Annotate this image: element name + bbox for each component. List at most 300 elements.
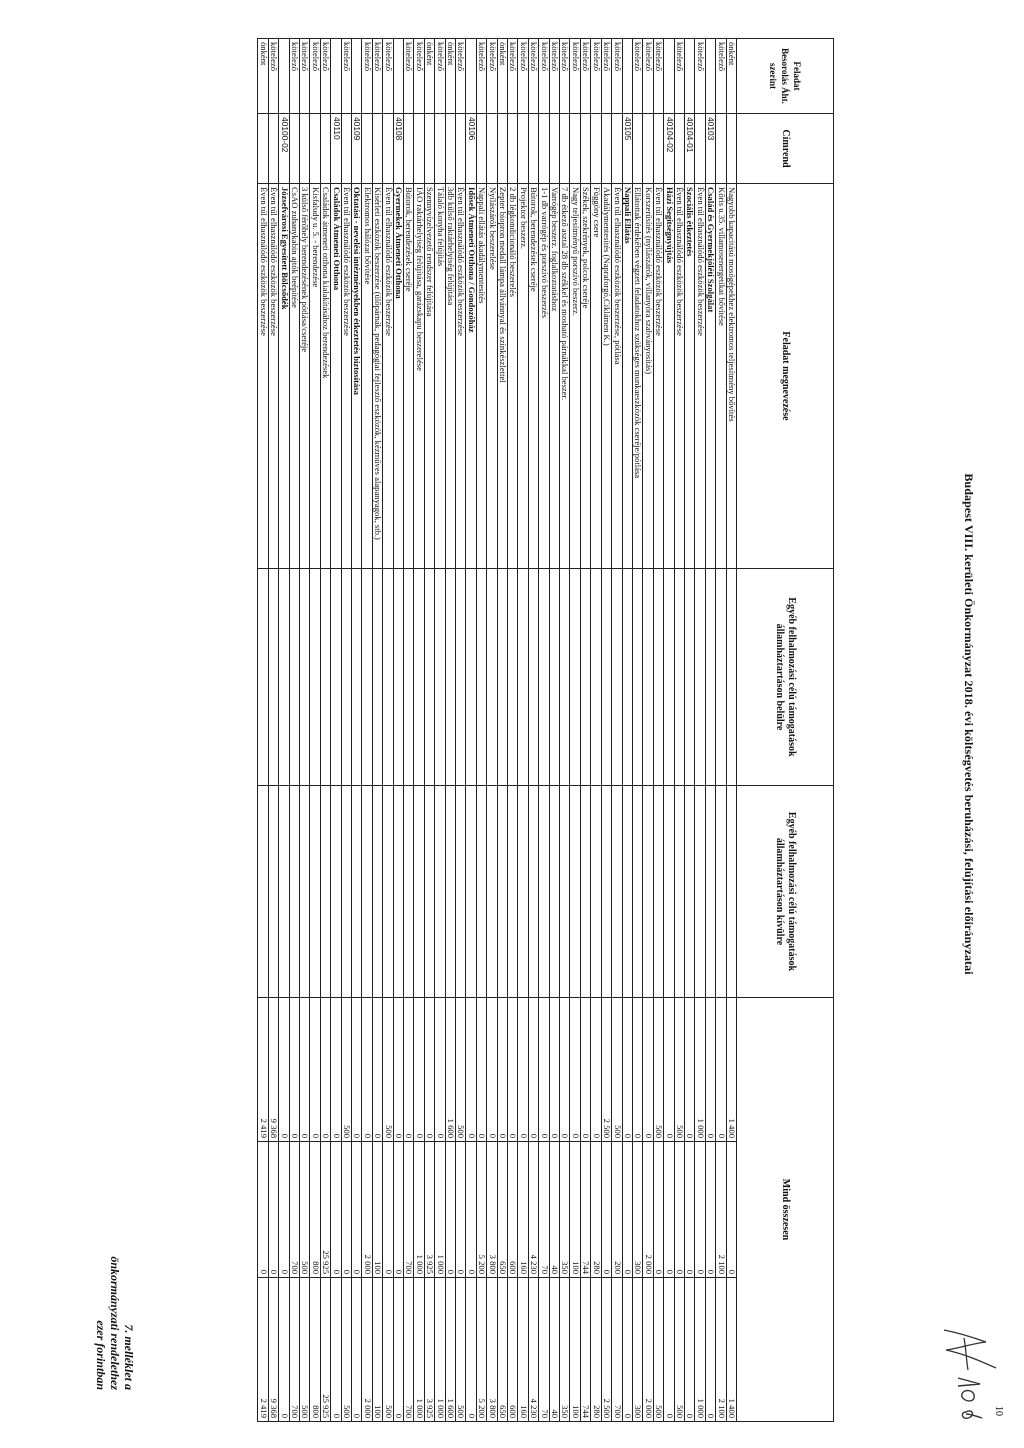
row-grant-out — [601, 786, 611, 998]
row-class — [466, 39, 476, 114]
row-value-2: 0 — [705, 1142, 715, 1278]
row-value-1: 0 — [414, 998, 424, 1142]
row-value-1: 0 — [476, 998, 486, 1142]
row-code — [476, 114, 486, 184]
row-value-2: 70 — [539, 1142, 549, 1278]
row-value-1: 500 — [653, 998, 663, 1142]
row-class: kötelező — [435, 39, 445, 114]
table-row — [372, 39, 382, 1422]
row-value-3: 500 — [383, 1278, 393, 1422]
row-class: kötelező — [601, 39, 611, 114]
handwritten-page-number — [952, 1372, 986, 1436]
row-name: Éven túl elhasználódó eszközök beszerzése — [653, 184, 663, 569]
signature-mark — [934, 1320, 1004, 1380]
row-value-3: 800 — [310, 1278, 320, 1422]
table-row — [341, 39, 351, 1422]
page-number: 10 — [993, 1406, 1004, 1416]
row-grant-in — [289, 569, 299, 786]
row-grant-in — [383, 569, 393, 786]
table-row — [279, 39, 289, 1422]
row-grant-in — [424, 569, 434, 786]
row-value-3: 3 925 — [424, 1278, 434, 1422]
row-value-3: 0 — [393, 1278, 403, 1422]
row-code — [362, 114, 372, 184]
row-grant-in — [528, 569, 538, 786]
table-row — [705, 39, 715, 1422]
row-value-1: 0 — [351, 998, 361, 1142]
row-value-1: 0 — [466, 998, 476, 1142]
row-value-2: 0 — [383, 1142, 393, 1278]
row-code — [580, 114, 590, 184]
row-code — [726, 114, 736, 184]
row-grant-out — [622, 786, 632, 998]
table-row — [299, 39, 309, 1422]
table-row — [539, 39, 549, 1422]
row-value-2: 0 — [653, 1142, 663, 1278]
row-grant-in — [643, 569, 653, 786]
row-class: kötelező — [320, 39, 330, 114]
table-body — [258, 39, 737, 1422]
row-grant-in — [508, 569, 518, 786]
annex-line-1: 7. melléklet a — [122, 1324, 136, 1390]
row-grant-out — [570, 786, 580, 998]
row-class — [331, 39, 341, 114]
row-grant-in — [445, 569, 455, 786]
row-class — [705, 39, 715, 114]
row-grant-out — [591, 786, 601, 998]
row-value-3: 0 — [664, 1278, 674, 1422]
row-grant-in — [466, 569, 476, 786]
row-class: kötelező — [289, 39, 299, 114]
row-grant-out — [424, 786, 434, 998]
row-value-2: 160 — [518, 1142, 528, 1278]
row-grant-out — [445, 786, 455, 998]
row-grant-out — [580, 786, 590, 998]
row-value-2: 700 — [404, 1142, 414, 1278]
row-value-1: 0 — [279, 998, 289, 1142]
row-value-1: 2 500 — [601, 998, 611, 1142]
table-row — [435, 39, 445, 1422]
row-value-1: 0 — [497, 998, 507, 1142]
row-value-3: 350 — [560, 1278, 570, 1422]
row-value-2: 300 — [632, 1142, 642, 1278]
row-name: Kisfaludy u. 5. - berendezése — [310, 184, 320, 569]
row-name: Oktatási - nevelési intézményekben étkeztetés biztosítása — [351, 184, 361, 569]
row-code — [445, 114, 455, 184]
row-value-1: 0 — [320, 998, 330, 1142]
row-class: kötelező — [632, 39, 642, 114]
row-grant-in — [716, 569, 726, 786]
header-code: Címrend — [737, 114, 834, 184]
row-value-1: 1 400 — [726, 998, 736, 1142]
table-row — [258, 39, 268, 1422]
row-value-1: 0 — [362, 998, 372, 1142]
row-name: Éven túl elhasználódó eszközök beszerzése — [341, 184, 351, 569]
header-name: Feladat megnevezése — [737, 184, 834, 569]
row-class: kötelező — [456, 39, 466, 114]
row-code — [383, 114, 393, 184]
row-grant-out — [404, 786, 414, 998]
row-value-2: 200 — [612, 1142, 622, 1278]
row-value-1: 0 — [632, 998, 642, 1142]
row-name: Családok átmeneti otthona kialakításához berendezések — [320, 184, 330, 569]
table-row — [466, 39, 476, 1422]
row-value-2: 0 — [445, 1142, 455, 1278]
row-name: Nagyobb kapacitású mosógépekhez elektromos teljesítmény bővítés — [726, 184, 736, 569]
row-code — [591, 114, 601, 184]
row-name: Szennyvízelvezető rendszer felújítása — [424, 184, 434, 569]
row-value-1: 0 — [684, 998, 694, 1142]
row-value-2: 2 000 — [643, 1142, 653, 1278]
row-grant-out — [549, 786, 559, 998]
row-class: kötelező — [341, 39, 351, 114]
row-class — [351, 39, 361, 114]
row-grant-out — [716, 786, 726, 998]
row-class: kötelező — [414, 39, 424, 114]
row-code — [612, 114, 622, 184]
row-code — [716, 114, 726, 184]
row-grant-out — [726, 786, 736, 998]
row-value-3: 500 — [341, 1278, 351, 1422]
row-value-2: 100 — [570, 1142, 580, 1278]
row-value-1: 0 — [299, 998, 309, 1142]
row-value-2: 0 — [268, 1142, 278, 1278]
row-class — [684, 39, 694, 114]
row-value-2: 0 — [622, 1142, 632, 1278]
row-code — [435, 114, 445, 184]
row-value-3: 744 — [580, 1278, 590, 1422]
row-value-3: 1 000 — [414, 1278, 424, 1422]
row-value-3: 1 000 — [435, 1278, 445, 1422]
row-name: Nyílászárók beszerelése — [487, 184, 497, 569]
row-code — [372, 114, 382, 184]
row-grant-out — [560, 786, 570, 998]
table-row — [331, 39, 341, 1422]
row-grant-out — [705, 786, 715, 998]
row-grant-in — [362, 569, 372, 786]
table-row — [580, 39, 590, 1422]
row-class: önként — [497, 39, 507, 114]
header-total: Mind összesen — [737, 998, 834, 1422]
row-grant-out — [466, 786, 476, 998]
row-value-1: 0 — [643, 998, 653, 1142]
row-class: kötelező — [653, 39, 663, 114]
row-grant-in — [695, 569, 705, 786]
row-grant-in — [299, 569, 309, 786]
row-code — [518, 114, 528, 184]
table-row — [653, 39, 663, 1422]
row-grant-in — [570, 569, 580, 786]
row-grant-in — [560, 569, 570, 786]
row-name: CsAO zuhanykabin ajtók beépítése — [289, 184, 299, 569]
annex-line-3: ezer forintban — [94, 1320, 108, 1390]
row-name: 3db külső raktárhelyiség felújítása — [445, 184, 455, 569]
row-value-3: 2 419 — [258, 1278, 268, 1422]
row-name: Tálaló konyha felújítás — [435, 184, 445, 569]
row-grant-out — [684, 786, 694, 998]
row-value-1: 9 368 — [268, 998, 278, 1142]
table-row — [695, 39, 705, 1422]
row-value-3: 0 — [351, 1278, 361, 1422]
row-value-1: 500 — [383, 998, 393, 1142]
row-class: önként — [445, 39, 455, 114]
row-grant-in — [404, 569, 414, 786]
row-value-3: 100 — [372, 1278, 382, 1422]
row-grant-in — [279, 569, 289, 786]
row-grant-in — [539, 569, 549, 786]
row-class — [622, 39, 632, 114]
row-value-3: 500 — [299, 1278, 309, 1422]
row-name: Ellátottak érdekében végzett feladatokhoz szükséges munkaeszközök cseréje/pótlása — [632, 184, 642, 569]
row-name: Székek, szekrények, polcok cseréje — [580, 184, 590, 569]
row-grant-in — [258, 569, 268, 786]
row-grant-out — [372, 786, 382, 998]
row-code: 40108 — [393, 114, 403, 184]
row-value-1: 0 — [424, 998, 434, 1142]
row-value-3: 0 — [622, 1278, 632, 1422]
row-grant-out — [476, 786, 486, 998]
row-class: kötelező — [487, 39, 497, 114]
table-row — [383, 39, 393, 1422]
table-row — [414, 39, 424, 1422]
table-row — [320, 39, 330, 1422]
row-value-2: 0 — [341, 1142, 351, 1278]
budget-table — [257, 38, 834, 1422]
row-grant-out — [528, 786, 538, 998]
row-code: 40100-02 — [279, 114, 289, 184]
row-name: Családok Átmeneti Otthona — [331, 184, 341, 569]
row-class: kötelező — [643, 39, 653, 114]
row-code — [549, 114, 559, 184]
table-row — [684, 39, 694, 1422]
table-row — [643, 39, 653, 1422]
row-code — [560, 114, 570, 184]
row-name: Bútorok, berendezések cseréje — [528, 184, 538, 569]
row-value-3: 650 — [497, 1278, 507, 1422]
row-value-2: 650 — [497, 1142, 507, 1278]
row-value-3: 1 000 — [695, 1278, 705, 1422]
row-value-2: 0 — [684, 1142, 694, 1278]
row-grant-out — [351, 786, 361, 998]
row-name: Nagy teljesítményű porszívó beszerz. — [570, 184, 580, 569]
row-grant-out — [279, 786, 289, 998]
table-row — [591, 39, 601, 1422]
annex-note — [94, 1256, 136, 1390]
row-class: kötelező — [383, 39, 393, 114]
row-value-1: 500 — [612, 998, 622, 1142]
row-grant-out — [414, 786, 424, 998]
row-class: önként — [726, 39, 736, 114]
row-class: kötelező — [560, 39, 570, 114]
row-value-3: 2 000 — [362, 1278, 372, 1422]
row-grant-out — [456, 786, 466, 998]
header-class: Feladat Besorolás Áht. szerint — [737, 39, 834, 114]
row-class: kötelező — [310, 39, 320, 114]
table-row — [362, 39, 372, 1422]
table-row — [404, 39, 414, 1422]
row-grant-in — [684, 569, 694, 786]
row-value-1: 500 — [674, 998, 684, 1142]
row-name: Varrógép beszerz. foglalkoztatáshoz — [549, 184, 559, 569]
row-name: Házi Segítségnyújtás — [664, 184, 674, 569]
row-value-1: 0 — [435, 998, 445, 1142]
row-code: 40110 — [331, 114, 341, 184]
row-grant-out — [487, 786, 497, 998]
row-class: kötelező — [508, 39, 518, 114]
row-value-2: 0 — [674, 1142, 684, 1278]
table-row — [726, 39, 736, 1422]
table-row — [632, 39, 642, 1422]
row-value-2: 0 — [466, 1142, 476, 1278]
row-code — [570, 114, 580, 184]
row-code — [320, 114, 330, 184]
row-value-3: 0 — [466, 1278, 476, 1422]
row-grant-in — [341, 569, 351, 786]
row-value-2: 500 — [299, 1142, 309, 1278]
row-value-2: 1 000 — [435, 1142, 445, 1278]
header-grant-out: Egyéb felhalmozási célú támogatások államháztartáson kívülre — [737, 786, 834, 998]
row-name: Kőris u.35. villamosenergetikai bővítése — [716, 184, 726, 569]
row-code — [674, 114, 684, 184]
row-code: 40105 — [622, 114, 632, 184]
row-value-2: 0 — [331, 1142, 341, 1278]
row-value-2: 25 925 — [320, 1142, 330, 1278]
row-grant-in — [632, 569, 642, 786]
row-value-1: 0 — [622, 998, 632, 1142]
row-value-3: 300 — [632, 1278, 642, 1422]
row-class: kötelező — [695, 39, 705, 114]
row-value-2: 600 — [508, 1142, 518, 1278]
row-grant-out — [612, 786, 622, 998]
row-class — [279, 39, 289, 114]
table-row — [716, 39, 726, 1422]
row-value-2: 100 — [372, 1142, 382, 1278]
row-code — [456, 114, 466, 184]
row-grant-out — [320, 786, 330, 998]
row-grant-in — [726, 569, 736, 786]
row-value-1: 2 419 — [258, 998, 268, 1142]
row-grant-in — [268, 569, 278, 786]
row-grant-in — [612, 569, 622, 786]
row-value-2: 2 100 — [716, 1142, 726, 1278]
row-grant-out — [632, 786, 642, 998]
row-value-3: 1 600 — [445, 1278, 455, 1422]
row-name: Józsefvárosi Egyesített Bölcsődék — [279, 184, 289, 569]
row-grant-in — [351, 569, 361, 786]
row-code — [310, 114, 320, 184]
row-value-2: 744 — [580, 1142, 590, 1278]
row-code — [653, 114, 663, 184]
row-class: kötelező — [580, 39, 590, 114]
row-name: IÁO raktárhelyiség felújítása, garázskapu beszerelése — [414, 184, 424, 569]
row-grant-in — [601, 569, 611, 786]
row-code — [404, 114, 414, 184]
row-name: Kísérleti eszközök beszerzése (ülőpárnák, pedagógiai fejlesztő eszközök, kézműves alapanyagok, stb.) — [372, 184, 382, 569]
row-class: kötelező — [404, 39, 414, 114]
row-value-2: 0 — [695, 1142, 705, 1278]
row-value-1: 0 — [331, 998, 341, 1142]
row-grant-out — [393, 786, 403, 998]
row-value-1: 0 — [539, 998, 549, 1142]
row-value-1: 0 — [310, 998, 320, 1142]
row-value-1: 0 — [580, 998, 590, 1142]
row-grant-in — [497, 569, 507, 786]
row-value-1: 0 — [591, 998, 601, 1142]
row-name: 7 db étkező asztal 28 db székkel és mosható párnákkal beszer. — [560, 184, 570, 569]
row-name: Éven túl elhasználódó eszközök beszerzése — [695, 184, 705, 569]
row-class: kötelező — [549, 39, 559, 114]
table-row — [664, 39, 674, 1422]
table-row — [560, 39, 570, 1422]
row-value-1: 0 — [549, 998, 559, 1142]
table-row — [487, 39, 497, 1422]
row-name: Éven túl elhasználódó eszközök beszerzése — [258, 184, 268, 569]
row-grant-in — [320, 569, 330, 786]
row-value-3: 700 — [404, 1278, 414, 1422]
table-row — [508, 39, 518, 1422]
row-class — [664, 39, 674, 114]
row-value-1: 0 — [518, 998, 528, 1142]
row-value-1: 500 — [456, 998, 466, 1142]
row-class: kötelező — [612, 39, 622, 114]
table-row — [674, 39, 684, 1422]
row-code — [497, 114, 507, 184]
row-grant-in — [435, 569, 445, 786]
row-code: 40109 — [351, 114, 361, 184]
row-value-3: 3 800 — [487, 1278, 497, 1422]
table-row — [612, 39, 622, 1422]
row-grant-in — [705, 569, 715, 786]
row-value-1: 0 — [705, 998, 715, 1142]
row-value-2: 0 — [726, 1142, 736, 1278]
row-grant-in — [456, 569, 466, 786]
row-value-3: 500 — [653, 1278, 663, 1422]
row-name: Nappali Ellátás — [622, 184, 632, 569]
row-grant-out — [435, 786, 445, 998]
table-row — [351, 39, 361, 1422]
table-row — [601, 39, 611, 1422]
row-code — [414, 114, 424, 184]
row-class: önként — [258, 39, 268, 114]
row-class — [393, 39, 403, 114]
annex-line-2: önkormányzati rendelethez — [108, 1256, 122, 1390]
row-value-2: 280 — [591, 1142, 601, 1278]
row-class: kötelező — [268, 39, 278, 114]
row-grant-out — [362, 786, 372, 998]
row-class: kötelező — [539, 39, 549, 114]
row-grant-out — [664, 786, 674, 998]
row-value-3: 40 — [549, 1278, 559, 1422]
table-row — [310, 39, 320, 1422]
table-row — [393, 39, 403, 1422]
row-code: 40103 — [705, 114, 715, 184]
row-grant-in — [674, 569, 684, 786]
row-value-2: 0 — [601, 1142, 611, 1278]
row-value-3: 160 — [518, 1278, 528, 1422]
row-grant-in — [591, 569, 601, 786]
table-row — [445, 39, 455, 1422]
row-grant-out — [341, 786, 351, 998]
row-name: 3 külső férőhely berendezésének pótlása/cseréje — [299, 184, 309, 569]
row-value-2: 1 000 — [414, 1142, 424, 1278]
row-grant-out — [695, 786, 705, 998]
row-name: 2 db légkondicionáló beszerelés — [508, 184, 518, 569]
row-name: Zepter biopron medall lámpa állvánnyal és színkészlettel — [497, 184, 507, 569]
row-value-3: 0 — [279, 1278, 289, 1422]
row-code — [601, 114, 611, 184]
table-row — [497, 39, 507, 1422]
row-grant-in — [622, 569, 632, 786]
